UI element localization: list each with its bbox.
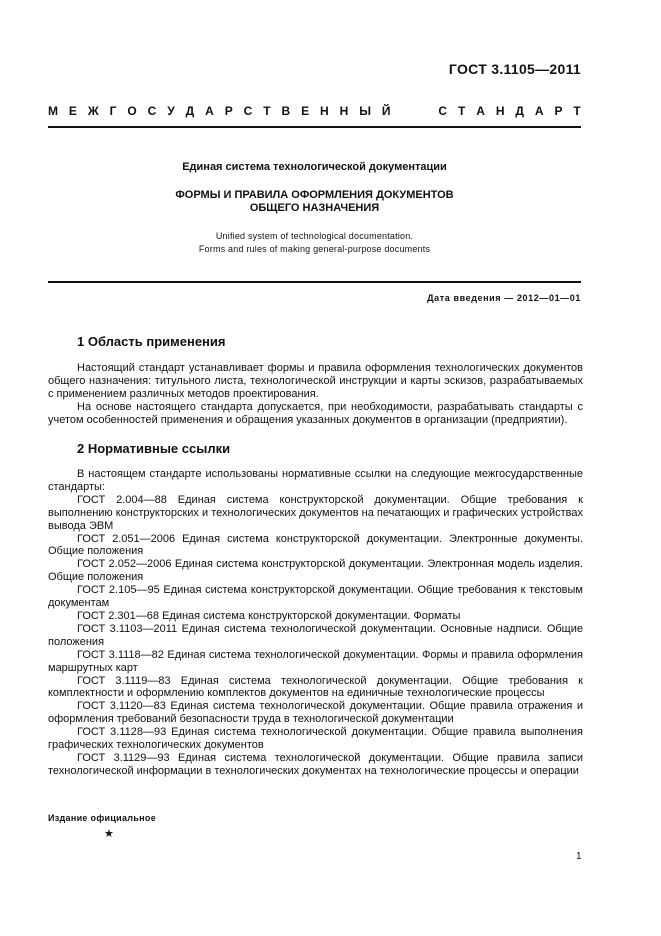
banner-letter: Д xyxy=(185,104,195,118)
banner-letter: Е xyxy=(68,104,77,118)
banner-letter: Д xyxy=(515,104,524,118)
introduction-date: Дата введения — 2012—01—01 xyxy=(427,293,581,303)
banner-letter: Р xyxy=(554,104,563,118)
banner-letter: Р xyxy=(224,104,233,118)
main-title xyxy=(48,189,581,215)
english-title xyxy=(48,230,581,256)
section1-body xyxy=(48,362,583,427)
banner-letter: О xyxy=(127,104,137,118)
section2-heading: 2 Нормативные ссылки xyxy=(77,441,231,456)
section1-heading: 1 Область применения xyxy=(77,334,226,349)
english-title-line2: Forms and rules of making general-purpose documents xyxy=(198,244,431,254)
star-icon: ★ xyxy=(104,828,114,840)
reference-item: ГОСТ 3.1118—82 Единая система технологической документации. Формы и правила оформления маршрутных карт xyxy=(48,648,583,674)
main-title-line2: ОБЩЕГО НАЗНАЧЕНИЯ xyxy=(249,202,380,214)
interstate-standard-banner xyxy=(48,104,581,118)
banner-letter: Ж xyxy=(87,104,99,118)
banner-letter: А xyxy=(476,104,485,118)
banner-letter: Г xyxy=(109,104,117,118)
page-number: 1 xyxy=(576,851,582,862)
reference-item: ГОСТ 2.105—95 Единая система конструкторской документации. Общие требования к текстовым документам xyxy=(48,584,583,610)
paragraph: Настоящий стандарт устанавливает формы и правила оформления технологических документов общего назначения: титульного листа, технологической инструкции и карты эскизов, разрабатываемых с применением различных методов проектирования. xyxy=(48,362,583,400)
banner-letter: М xyxy=(48,104,58,118)
banner-letter: С xyxy=(147,104,157,118)
banner-letter: Е xyxy=(301,104,310,118)
banner-letter: Т xyxy=(573,104,581,118)
banner-letter: С xyxy=(438,104,448,118)
reference-item: ГОСТ 2.052—2006 Единая система конструкторской документации. Электронная модель изделия. Общие положения xyxy=(48,558,583,584)
english-title-line1: Unified system of technological documentation. xyxy=(215,231,414,241)
paragraph: В настоящем стандарте использованы нормативные ссылки на следующие межгосударственные стандарты: xyxy=(48,468,583,493)
banner-letter: Н xyxy=(495,104,505,118)
reference-item: ГОСТ 2.051—2006 Единая система конструкторской документации. Электронные документы. Общие положения xyxy=(48,532,583,558)
banner-letter: У xyxy=(167,104,175,118)
banner-letter: Н xyxy=(339,104,349,118)
banner-letter: А xyxy=(205,104,214,118)
reference-item: ГОСТ 2.004—88 Единая система конструкторской документации. Общие требования к выполнению конструкторских и технологических документов на печатающих и графических устройствах вывода ЭВМ xyxy=(48,493,583,532)
banner-word-gap xyxy=(401,104,427,118)
banner-letter: Й xyxy=(381,104,391,118)
reference-item: ГОСТ 3.1129—93 Единая система технологической документации. Общие правила записи технологической информации в технологических документах на технологические процессы и операции xyxy=(48,751,583,777)
banner-letter: Н xyxy=(320,104,329,118)
reference-item: ГОСТ 3.1128—93 Единая система технологической документации. Общие правила выполнения графических технологических документов xyxy=(48,726,583,752)
edition-label: Издание официальное xyxy=(48,813,157,823)
reference-item: ГОСТ 3.1103—2011 Единая система технологической документации. Основные надписи. Общие положения xyxy=(48,622,583,648)
main-title-line1: ФОРМЫ И ПРАВИЛА ОФОРМЛЕНИЯ ДОКУМЕНТОВ xyxy=(175,189,454,201)
middle-rule xyxy=(48,281,581,283)
banner-letter: Т xyxy=(263,104,271,118)
banner-letter: В xyxy=(281,104,291,118)
reference-item: ГОСТ 3.1119—83 Единая система технологической документации. Общие требования к комплектности и оформлению комплектов документов на единичные технологические процессы xyxy=(48,674,583,700)
reference-item: ГОСТ 3.1120—83 Единая система технологической документации. Общие правила отражения и оформления требований безопасности труда в технологической документации xyxy=(48,700,583,726)
banner-letter: А xyxy=(534,104,544,118)
banner-letter: Ы xyxy=(359,104,371,118)
document-number: ГОСТ 3.1105—2011 xyxy=(448,61,581,77)
reference-item: ГОСТ 2.301—68 Единая система конструкторской документации. Форматы xyxy=(77,609,461,622)
top-rule xyxy=(48,126,581,128)
banner-letter: С xyxy=(243,104,253,118)
banner-letter: Т xyxy=(457,104,466,118)
section2-body xyxy=(48,468,583,778)
paragraph: На основе настоящего стандарта допускается, при необходимости, разрабатывать стандарты с учетом особенностей применения и обращения указанных документов в организации (предприятии). xyxy=(48,400,583,426)
system-title: Единая система технологической документации xyxy=(182,161,447,173)
